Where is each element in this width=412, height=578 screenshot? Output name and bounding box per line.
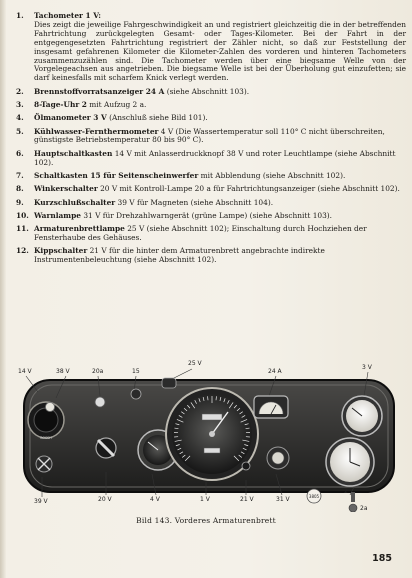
label-4v: 4 V — [150, 496, 160, 503]
list-item — [14, 199, 406, 208]
list-item — [14, 185, 406, 194]
list-item — [14, 172, 406, 181]
item-rest: 39 V für Magneten (siehe Abschnitt 104). — [115, 197, 274, 207]
item-rest: (Anschluß siehe Bild 101). — [106, 113, 208, 123]
label-20a: 20a — [92, 368, 104, 375]
label-14v: 14 V — [18, 368, 32, 375]
list-item — [14, 247, 406, 265]
item-rest: mit Aufzug 2 a. — [86, 99, 147, 109]
item-number: 6. — [16, 148, 24, 158]
page-spine-shadow — [0, 0, 6, 578]
figure-caption: Bild 143. Vorderes Armaturenbrett — [136, 516, 276, 525]
list-item — [14, 114, 406, 123]
label-2: 2 — [344, 488, 348, 495]
item-title: Ölmanometer 3 V — [34, 113, 107, 123]
item-number: 5. — [16, 126, 24, 136]
item-number: 8. — [16, 184, 24, 194]
toggle-switch — [242, 462, 250, 470]
label-3v: 3 V — [362, 364, 372, 371]
item-number: 12. — [16, 246, 29, 256]
label-2a: 2a — [360, 505, 368, 512]
list-item — [14, 12, 406, 83]
list-item — [14, 128, 406, 146]
item-number: 3. — [16, 99, 24, 109]
list-item — [14, 150, 406, 168]
item-title: Kühlwasser-Fernthermometer — [34, 126, 159, 136]
item-number: 2. — [16, 86, 24, 96]
figure-stamp-text: 3805 — [308, 494, 320, 499]
item-title: Hauptschaltkasten — [34, 148, 113, 158]
item-title: Schaltkasten 15 für Seitenscheinwerfer — [34, 170, 199, 180]
item-number: 9. — [16, 197, 24, 207]
label-38v: 38 V — [56, 368, 70, 375]
item-number: 1. — [16, 11, 24, 20]
list-item — [14, 101, 406, 110]
item-body: Dies zeigt die jeweilige Fahrgeschwindigkeit an und registriert gleichzeitig die in der betreffenden Fahrtrichtung zurückgelegten Gesamt- oder Tages-Kilometer. Bei der Fahrt in der entgegengesetzten Fahrtrichtung registriert der Zähler nicht, so daß zur Feststellung der insgesamt gefahrenen Kilometer die Kilometer-Zahlen des vorderen und hinteren Tachometers zusammenzuzählen sind. Die Tachometer werden über eine biegsame Welle von der Vorgelegeachsen aus angetrieben. Die biegsame Welle ist bei der Überholung gut einzufetten; sie darf keinesfalls mit scharfem Knick verlegt werden. — [34, 19, 406, 83]
label-31v: 31 V — [276, 496, 290, 503]
dial-brand-text: BOSCH — [40, 436, 52, 440]
item-title: Winkerschalter — [34, 184, 98, 194]
item-rest: 21 V für die hinter dem Armaturenbrett angebrachte indirekte Instrumentenbeleuchtung (siehe Abschnitt 102). — [34, 246, 325, 265]
headlight-switch — [131, 389, 141, 399]
item-rest: 20 V mit Kontroll-Lampe 20 a für Fahrtrichtungsanzeiger (siehe Abschnitt 102). — [97, 184, 400, 194]
item-title: Brennstoffvorratsanzeiger 24 A — [34, 86, 165, 96]
item-rest: 14 V mit Anlasserdruckknopf 38 V und roter Leuchtlampe (siehe Abschnitt 102). — [34, 148, 396, 167]
starter-button — [46, 403, 55, 412]
item-number: 10. — [16, 210, 29, 220]
item-title: Tachometer 1 V: — [34, 11, 101, 20]
item-number: 4. — [16, 113, 24, 123]
label-25v: 25 V — [188, 360, 202, 367]
dashboard-illustration — [14, 362, 396, 512]
label-39v: 39 V — [34, 498, 48, 505]
item-number: 7. — [16, 170, 24, 180]
dashboard-lamp — [162, 378, 176, 388]
item-rest: 25 V (siehe Abschnitt 102); Einschaltung durch Hochziehen der Fensterhaube des Gehäuses. — [34, 224, 367, 243]
list-item — [14, 88, 406, 97]
list-item — [14, 225, 406, 243]
item-number: 11. — [16, 224, 29, 234]
item-rest: mit Abblendung (siehe Abschnitt 102). — [198, 170, 346, 180]
list-item — [14, 212, 406, 221]
item-rest: 4 V (Die Wassertemperatur soll 110° C nicht überschreiten, günstigste Betriebstemperatur 80 bis 90° C). — [34, 126, 385, 145]
label-24a: 24 A — [268, 368, 282, 375]
item-title: Kurzschlußschalter — [34, 197, 116, 207]
page-number: 185 — [372, 553, 392, 564]
item-title: 8-Tage-Uhr 2 — [34, 99, 87, 109]
item-title: Warnlampe — [34, 210, 81, 220]
item-rest: 31 V für Drehzahlwarngerät (grüne Lampe) (siehe Abschnitt 103). — [81, 210, 333, 220]
control-lamp — [95, 397, 105, 407]
label-21v: 21 V — [240, 496, 254, 503]
instrument-list — [14, 12, 406, 270]
label-1v: 1 V — [200, 496, 210, 503]
item-title: Armaturenbrettlampe — [34, 224, 125, 234]
label-15: 15 — [132, 368, 140, 375]
item-rest: (siehe Abschnitt 103). — [164, 86, 250, 96]
dashboard-figure — [14, 362, 396, 512]
label-20v: 20 V — [98, 496, 112, 503]
clock-winding-knob — [351, 492, 355, 502]
item-title: Kippschalter — [34, 246, 88, 256]
